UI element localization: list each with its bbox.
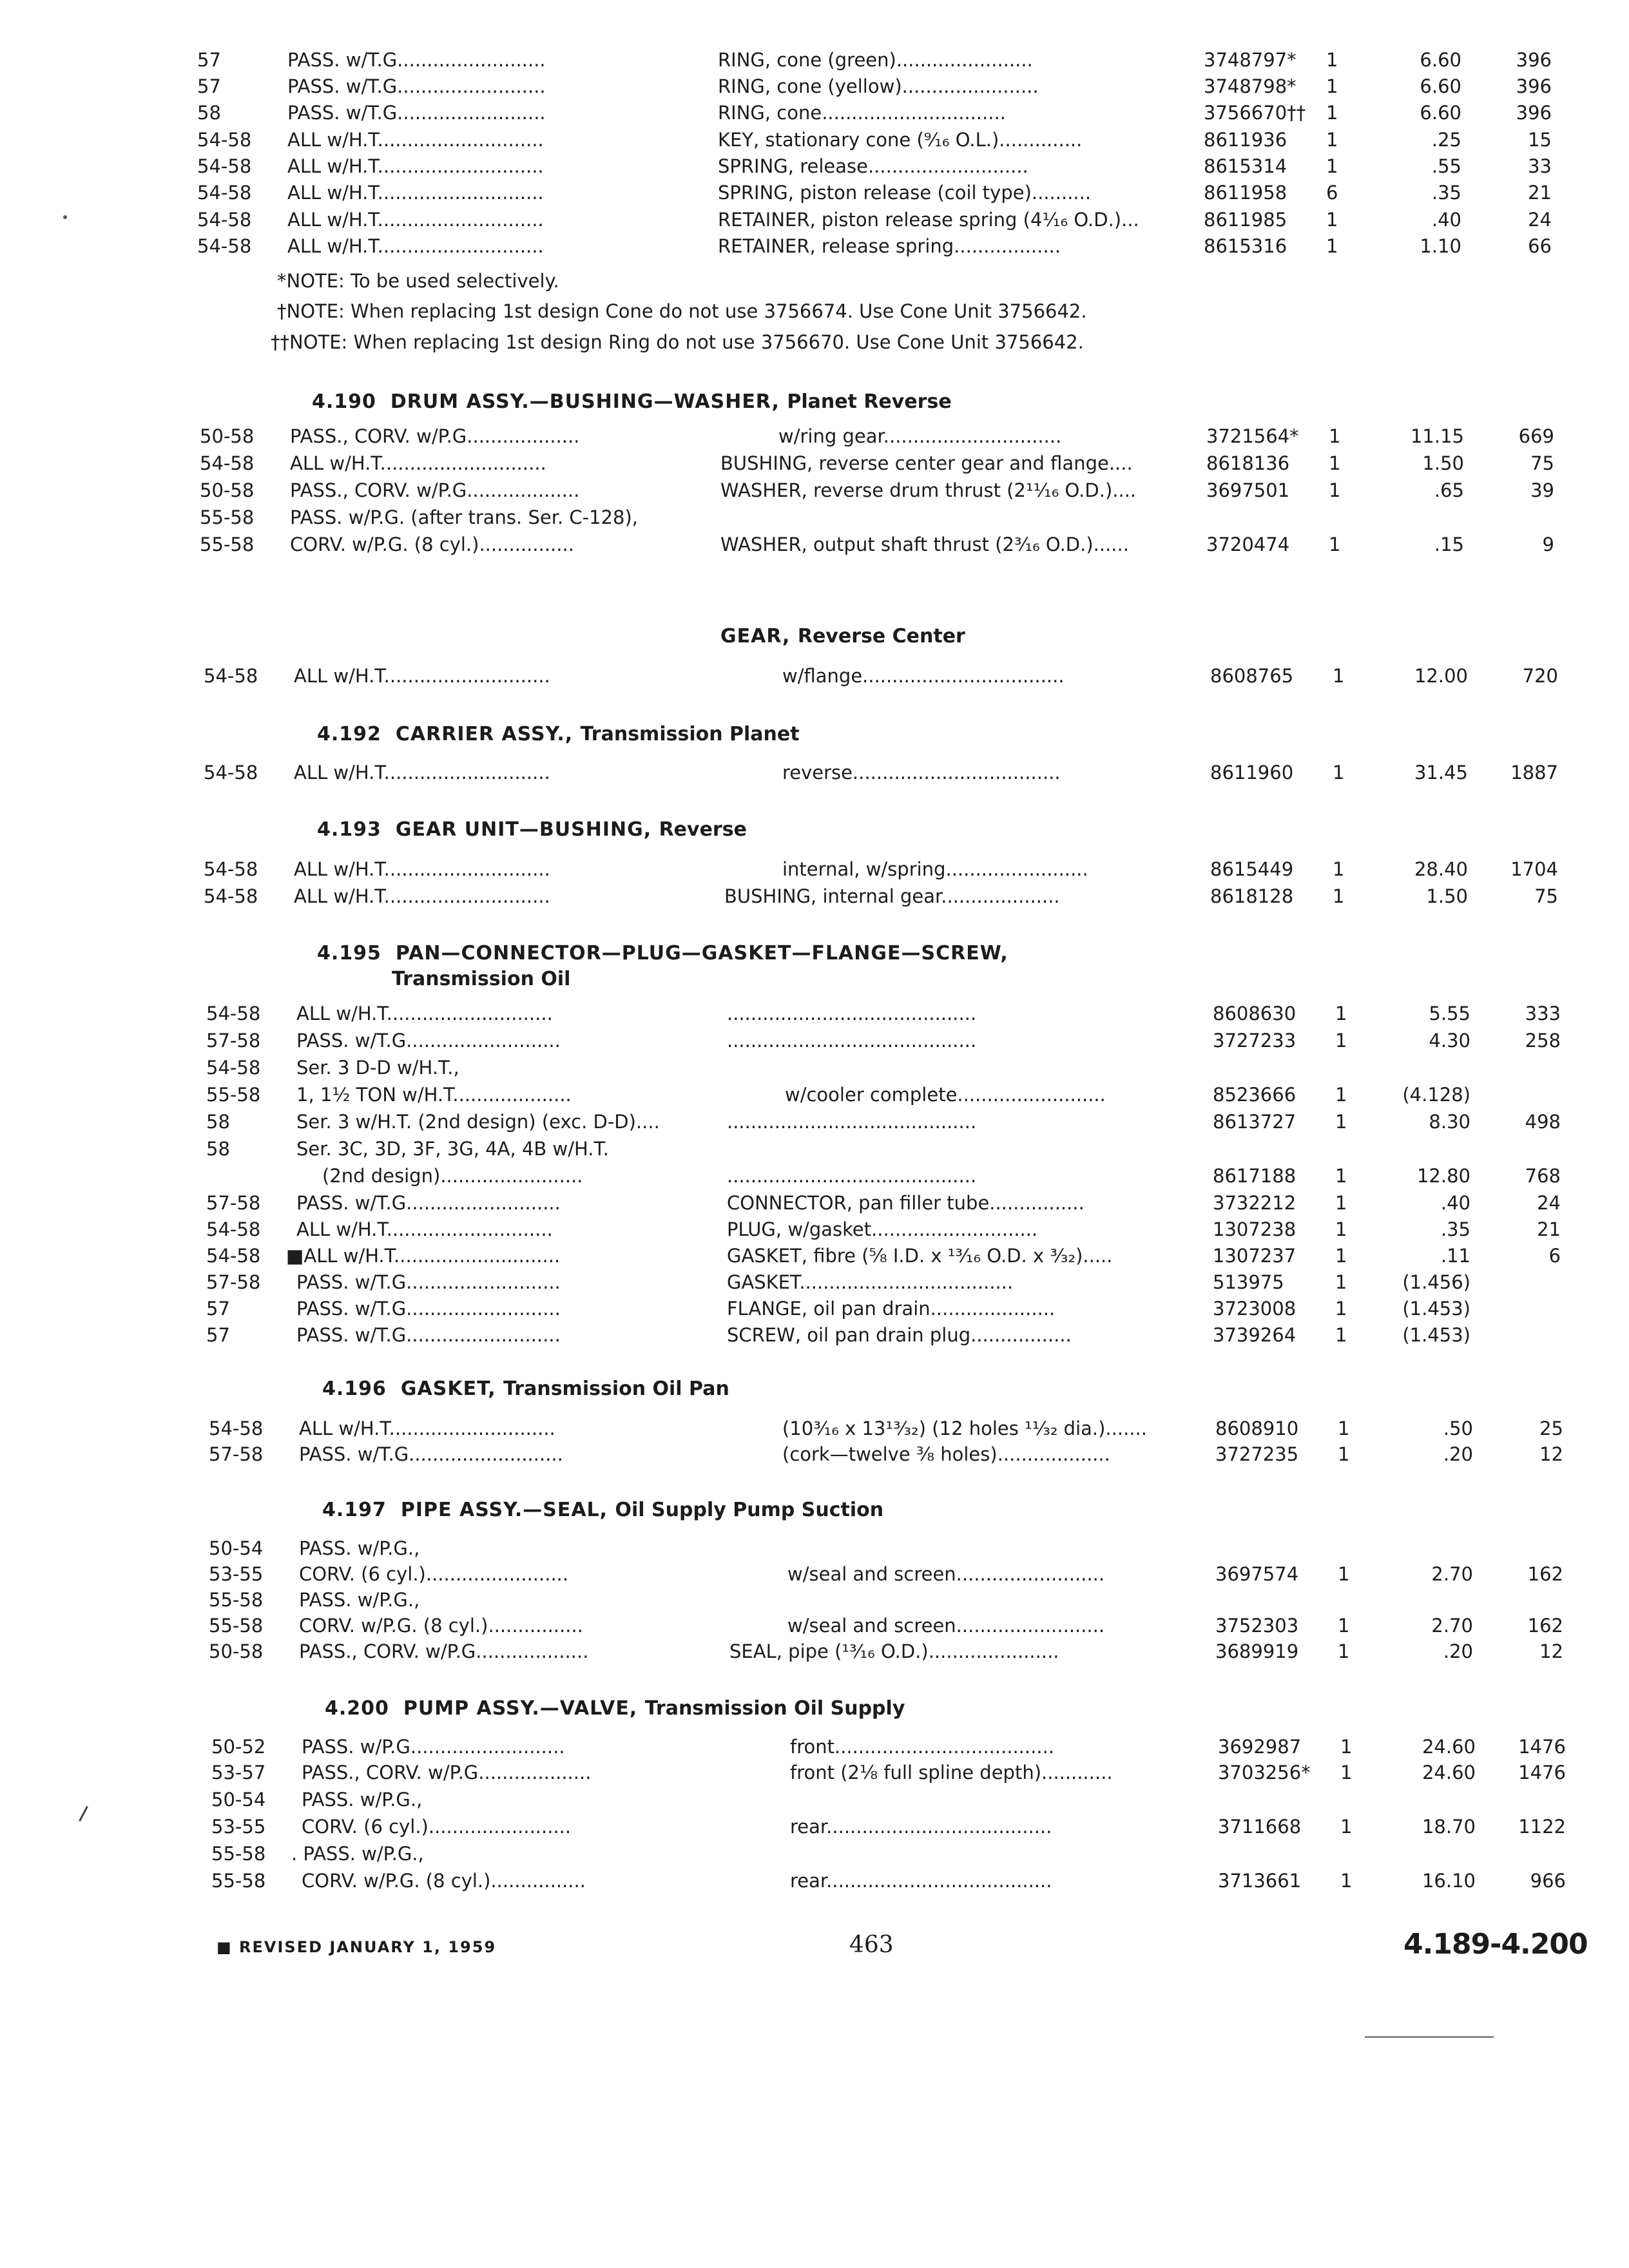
note-selective: *NOTE: To be used selectively.	[277, 270, 559, 292]
section-subtitle: Transmission Oil	[392, 968, 571, 990]
table-row: 58 Ser. 3C, 3D, 3F, 3G, 4A, 4B w/H.T.	[206, 1138, 610, 1160]
section-title: 4.196 GASKET, Transmission Oil Pan	[322, 1378, 729, 1400]
table-row: 50-54 PASS. w/P.G.,	[209, 1537, 420, 1559]
scan-line	[1365, 2036, 1494, 2038]
table-row: 55-58 CORV. w/P.G. (8 cyl.)................ w/seal and screen......................... 3752303 1 2.70 162	[209, 1615, 1563, 1637]
table-row: 54-58 ALL w/H.T............................ .......................................... 8608630 1 5.55 333	[206, 1003, 1561, 1024]
table-row: 50-52 PASS. w/P.G.......................... front..................................... 3692987 1 24.60 1476	[211, 1736, 1566, 1758]
table-row: 54-58 ALL w/H.T............................ (10³⁄₁₆ x 13¹³⁄₃₂) (12 holes ¹¹⁄₃₂ dia.)....... 8608910 1 .50 25	[209, 1418, 1563, 1439]
table-row: 54-58 ALL w/H.T............................ RETAINER, piston release spring (4¹⁄₁₆ O.D.)... 8611985 1 .40 24	[197, 209, 1552, 231]
section-title: GEAR, Reverse Center	[720, 625, 965, 648]
table-row: 53-55 CORV. (6 cyl.)........................ rear...................................... 3711668 1 18.70 1122	[211, 1816, 1566, 1838]
table-row: 55-58 CORV. w/P.G. (8 cyl.)................ WASHER, output shaft thrust (2³⁄₁₆ O.D.)...... 3720474 1 .15 9	[200, 533, 1554, 555]
table-row: 54-58 ALL w/H.T............................ BUSHING, internal gear.................... 8618128 1 1.50 75	[204, 885, 1558, 907]
table-row: 54-58 ALL w/H.T............................ BUSHING, reverse center gear and flange.... 8618136 1 1.50 75	[200, 452, 1554, 474]
table-row: 53-57 PASS., CORV. w/P.G................... front (2⅛ full spline depth)............ 3703256* 1 24.60 1476	[211, 1762, 1566, 1783]
table-row: 57 PASS. w/T.G......................... RING, cone (yellow)....................... 3748798* 1 6.60 396	[197, 75, 1552, 97]
table-row: 54-58 ALL w/H.T............................ RETAINER, release spring.................. 8615316 1 1.10 66	[197, 235, 1552, 257]
table-row: 57 PASS. w/T.G.......................... SCREW, oil pan drain plug................. 3739264 1 (1.453)	[206, 1324, 1470, 1346]
table-row: (2nd design)........................ .......................................... 8617188 1 12.80 768	[322, 1165, 1561, 1187]
table-row: 50-58 PASS., CORV. w/P.G................... WASHER, reverse drum thrust (2¹¹⁄₁₆ O.D.).... 3697501 1 .65 39	[200, 479, 1554, 501]
section-title: 4.193 GEAR UNIT—BUSHING, Reverse	[317, 818, 747, 841]
table-row: 57-58 PASS. w/T.G.......................... (cork—twelve ⅜ holes)................... 3727235 1 .20 12	[209, 1443, 1563, 1465]
table-row: 54-58 ■ALL w/H.T............................ GASKET, fibre (⅝ I.D. x ¹³⁄₁₆ O.D. x ³⁄₃₂)..... 1307237 1 .11 6	[206, 1245, 1561, 1267]
table-row: 50-54 PASS. w/P.G.,	[211, 1789, 423, 1811]
table-row: 50-58 PASS., CORV. w/P.G................... w/ring gear.............................. 3721564* 1 11.15 669	[200, 425, 1554, 447]
note-ring: ††NOTE: When replacing 1st design Ring do not use 3756670. Use Cone Unit 3756642.	[271, 331, 1084, 353]
table-row: 54-58 ALL w/H.T............................ SPRING, release........................... 8615314 1 .55 33	[197, 155, 1552, 177]
revised-date: ■ REVISED JANUARY 1, 1959	[217, 1938, 497, 1956]
table-row: 57 PASS. w/T.G.......................... FLANGE, oil pan drain..................... 3723008 1 (1.453)	[206, 1298, 1470, 1320]
table-row: 55-58 CORV. w/P.G. (8 cyl.)................ rear...................................... 3713661 1 16.10 966	[211, 1870, 1566, 1892]
table-row: 57 PASS. w/T.G......................... RING, cone (green)....................... 3748797* 1 6.60 396	[197, 49, 1552, 71]
table-row: 54-58 ALL w/H.T............................ PLUG, w/gasket............................ 1307238 1 .35 21	[206, 1218, 1561, 1240]
table-row: 58 Ser. 3 w/H.T. (2nd design) (exc. D-D).... .......................................... 8613727 1 8.30 498	[206, 1111, 1561, 1133]
table-row: 57-58 PASS. w/T.G.......................... GASKET.................................... 513975 1 (1.456)	[206, 1271, 1470, 1293]
table-row: 55-58 . PASS. w/P.G.,	[211, 1843, 424, 1865]
scan-mark	[79, 1806, 88, 1821]
page-number: 463	[849, 1932, 894, 1958]
section-range: 4.189-4.200	[1403, 1928, 1588, 1961]
table-row: 54-58 ALL w/H.T............................ internal, w/spring........................ 8615449 1 28.40 1704	[204, 858, 1558, 880]
scan-speck	[63, 215, 67, 219]
table-row: 54-58 ALL w/H.T............................ KEY, stationary cone (⁹⁄₁₆ O.L.).............. 8611936 1 .25 15	[197, 129, 1552, 151]
section-title: 4.195 PAN—CONNECTOR—PLUG—GASKET—FLANGE—SCREW,	[317, 942, 1008, 965]
section-title: 4.197 PIPE ASSY.—SEAL, Oil Supply Pump Suction	[322, 1499, 884, 1521]
table-row: 55-58 PASS. w/P.G.,	[209, 1589, 420, 1611]
table-row: 57-58 PASS. w/T.G.......................... CONNECTOR, pan filler tube................ 3732212 1 .40 24	[206, 1192, 1561, 1214]
note-cone: †NOTE: When replacing 1st design Cone do not use 3756674. Use Cone Unit 3756642.	[277, 300, 1087, 322]
table-row: 55-58 PASS. w/P.G. (after trans. Ser. C-128),	[200, 506, 638, 528]
table-row: 54-58 ALL w/H.T............................ SPRING, piston release (coil type).......... 8611958 6 .35 21	[197, 182, 1552, 204]
table-row: 54-58 ALL w/H.T............................ reverse................................... 8611960 1 31.45 1887	[204, 762, 1558, 783]
table-row: 57-58 PASS. w/T.G.......................... .......................................... 3727233 1 4.30 258	[206, 1030, 1561, 1052]
section-title: 4.200 PUMP ASSY.—VALVE, Transmission Oil Supply	[325, 1697, 905, 1720]
table-row: 54-58 Ser. 3 D-D w/H.T.,	[206, 1057, 459, 1079]
section-title: 4.192 CARRIER ASSY., Transmission Planet	[317, 723, 800, 745]
table-row: 53-55 CORV. (6 cyl.)........................ w/seal and screen......................... 3697574 1 2.70 162	[209, 1563, 1563, 1585]
table-row: 54-58 ALL w/H.T............................ w/flange.................................. 8608765 1 12.00 720	[204, 665, 1558, 687]
table-row: 50-58 PASS., CORV. w/P.G................... SEAL, pipe (¹³⁄₁₆ O.D.)...................... 3689919 1 .20 12	[209, 1640, 1563, 1662]
section-title: 4.190 DRUM ASSY.—BUSHING—WASHER, Planet Reverse	[312, 390, 952, 413]
table-row: 55-58 1, 1½ TON w/H.T.................... w/cooler complete......................... 8523666 1 (4.128)	[206, 1084, 1470, 1106]
table-row: 58 PASS. w/T.G......................... RING, cone............................... 3756670†† 1 6.60 396	[197, 102, 1552, 124]
